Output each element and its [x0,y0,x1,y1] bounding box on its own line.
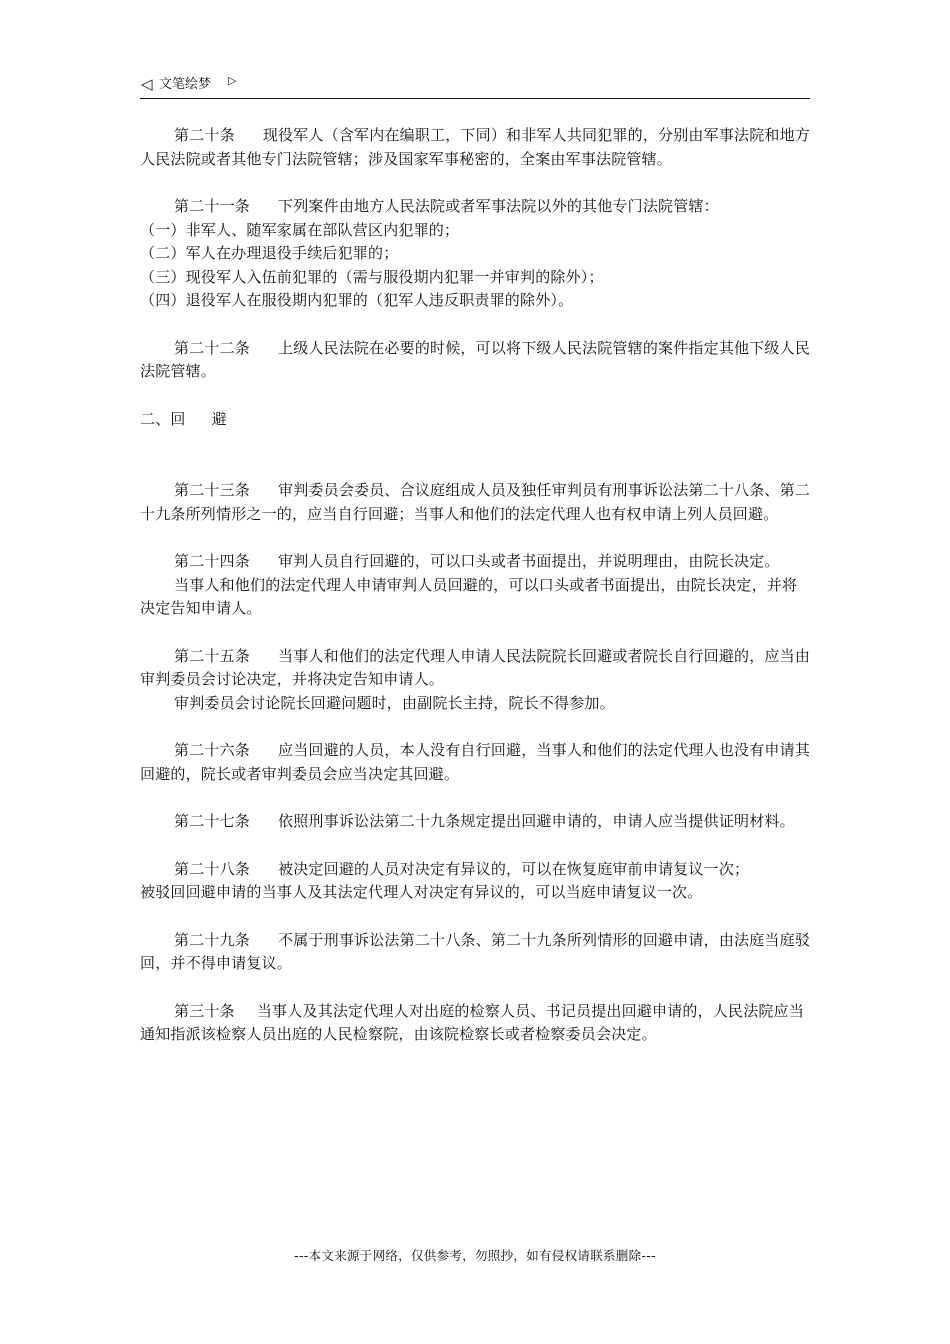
article-paragraph: 当事人和他们的法定代理人申请审判人员回避的，可以口头或者书面提出，由院长决定，并将决定告知申请人。 [140,575,798,617]
article-text: 审判人员自行回避的，可以口头或者书面提出，并说明理由，由院长决定。 [278,552,780,570]
document-body [140,124,811,1047]
page-footer: ---本文来源于网络，仅供参考，勿照抄，如有侵权请联系删除--- [294,1248,656,1263]
article-22 [140,337,811,384]
article-29 [140,929,811,976]
article-number: 第二十四条 [174,552,251,570]
article-number: 第二十六条 [174,741,251,759]
article-paragraph: 审判委员会讨论院长回避问题时，由副院长主持，院长不得参加。 [174,693,615,712]
article-text: 上级人民法院在必要的时候，可以将下级人民法院管辖的案件指定其他下级人民法院管辖。 [140,338,811,380]
triangle-right-icon: ▷ [228,74,237,87]
article-26 [140,739,811,786]
article-text: 审判委员会委员、合议庭组成人员及独任审判员有刑事诉讼法第二十八条、第二十九条所列情形之一的，应当自行回避；当事人和他们的法定代理人也有权申请上列人员回避。 [140,481,811,523]
brand-name: 文笔绘梦 [159,77,212,92]
list-item: （二）军人在办理退役手续后犯罪的； [140,244,399,262]
article-20 [140,124,811,171]
article-number: 第二十九条 [174,930,251,949]
section-number: 二、回 [140,409,186,428]
article-text: 不属于刑事诉讼法第二十八条、第二十九条所列情形的回避申请，由法庭当庭驳回，并不得申请复议。 [140,930,811,972]
article-number: 第二十八条 [174,859,251,878]
section-heading [140,408,811,432]
article-number: 第二十七条 [174,812,251,830]
article-number: 第二十一条 [174,197,251,215]
list-item: （三）现役军人入伍前犯罪的（需与服役期内犯罪一并审判的除外）； [140,267,604,286]
article-23 [140,479,811,526]
article-text: 被决定回避的人员对决定有异议的，可以在恢复庭审前申请复议一次； [278,859,750,878]
article-text: 当事人及其法定代理人对出庭的检察人员、书记员提出回避申请的，人民法院应当通知指派该检察人员出庭的人民检察院，由该院检察长或者检察委员会决定。 [140,1001,805,1043]
section-title: 避 [211,409,227,428]
article-text: 依照刑事诉讼法第二十九条规定提出回避申请的，申请人应当提供证明材料。 [278,812,795,830]
page-header [140,72,810,99]
article-24 [140,550,811,574]
article-text: 下列案件由地方人民法院或者军事法院以外的其他专门法院管辖： [278,197,719,215]
article-number: 第二十三条 [174,481,251,499]
list-item: （四）退役军人在服役期内犯罪的（犯军人违反职责罪的除外）。 [140,291,574,309]
article-21 [140,195,811,219]
article-25 [140,645,811,692]
triangle-left-icon: ◁ [141,75,153,93]
article-paragraph: 被驳回回避申请的当事人及其法定代理人对决定有异议的，可以当庭申请复议一次。 [140,883,703,901]
article-text: 现役军人（含军内在编职工，下同）和非军人共同犯罪的，分别由军事法院和地方人民法院或者其他专门法院管辖；涉及国家军事秘密的，全案由军事法院管辖。 [140,126,811,168]
article-28 [140,858,811,882]
article-text: 当事人和他们的法定代理人申请人民法院院长回避或者院长自行回避的，应当由审判委员会讨论决定，并将决定告知申请人。 [140,646,811,688]
list-item: （一）非军人、随军家属在部队营区内犯罪的； [140,220,460,239]
article-number: 第二十二条 [174,338,251,357]
article-30 [140,1000,811,1047]
article-27 [140,810,811,834]
article-number: 第三十条 [174,1001,235,1020]
article-number: 第二十五条 [174,646,251,665]
article-number: 第二十条 [174,126,235,144]
article-text: 应当回避的人员，本人没有自行回避，当事人和他们的法定代理人也没有申请其回避的，院长或者审判委员会应当决定其回避。 [140,741,811,783]
